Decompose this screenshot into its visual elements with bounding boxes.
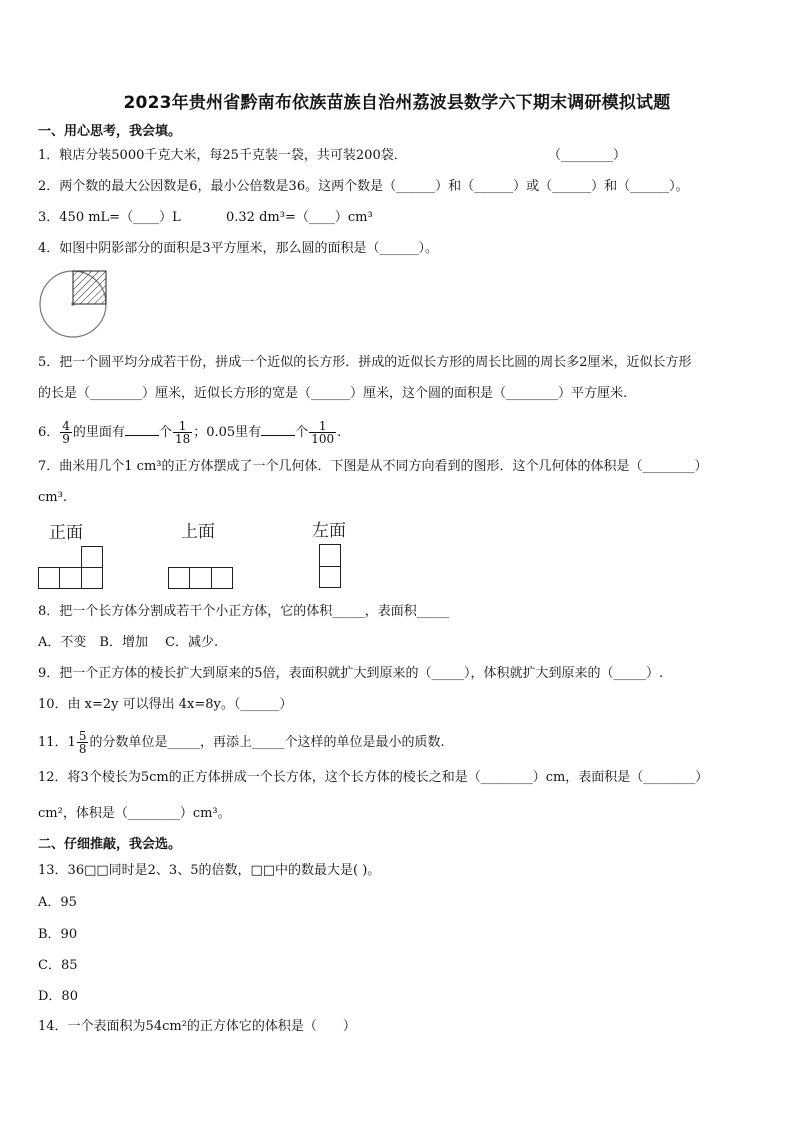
question-14: 14．一个表面积为54cm²的正方体它的体积是（ ） [38, 1019, 356, 1034]
question-10: 10．由 x=2y 可以得出 4x=8y。（______） [38, 697, 293, 712]
top-view-cube [189, 567, 212, 589]
view-label-left: 左面 [312, 521, 346, 541]
q11-prefix: 11．1 [38, 735, 76, 750]
top-view-cube [168, 567, 190, 589]
question-7-line1: 7．曲米用几个1 cm³的正方体摆成了一个几何体．下图是从不同方向看到的图形．这个几何体的体积是（________） [38, 459, 708, 474]
left-view-cube [319, 544, 341, 567]
question-13-option-c: C．85 [38, 958, 78, 973]
question-6 [38, 420, 341, 445]
question-5-line1: 5．把一个圆平均分成若干份，拼成一个近似的长方形．拼成的近似长方形的周长比圆的周长多2厘米，近似长方形 [38, 355, 692, 370]
question-12-line1: 12．将3个棱长为5cm的正方体拼成一个长方体，这个长方体的棱长之和是（________）cm，表面积是（________） [38, 770, 709, 785]
question-5-line2: 的长是（________）厘米，近似长方形的宽是（______）厘米，这个圆的面积是（________）平方厘米. [38, 386, 628, 401]
question-1-answer-blank: （________） [548, 148, 627, 163]
circle-shaded-figure [38, 268, 118, 340]
section-heading-1: 一、用心思考，我会填。 [38, 124, 182, 139]
q6-blank-2 [261, 423, 295, 436]
question-1 [38, 148, 407, 164]
question-4: 4．如图中阴影部分的面积是3平方厘米，那么圆的面积是（______）。 [38, 241, 439, 256]
q6-ge2: 个 [295, 425, 309, 440]
q6-end: . [337, 425, 342, 440]
question-2: 2．两个数的最大公因数是6，最小公倍数是36。这两个数是（______）和（______）或（______）和（______）。 [38, 179, 689, 194]
question-12-line2: cm²，体积是（________）cm³。 [38, 806, 231, 821]
question-8: 8．把一个长方体分割成若干个小正方体，它的体积_____，表面积_____ [38, 604, 450, 619]
question-8-options: A．不变 B．增加 C．减少. [38, 635, 219, 650]
fraction-1-18: $\frac{1}{18}$ [174, 419, 191, 446]
question-13: 13．36□□同时是2、3、5的倍数，□□中的数最大是( )。 [38, 863, 381, 878]
q6-mid1: 的里面有 [72, 425, 125, 440]
page-title: 2023年贵州省黔南布依族苗族自治州荔波县数学六下期末调研模拟试题 [123, 93, 671, 113]
top-view-cube [211, 567, 233, 589]
question-11 [38, 730, 445, 755]
front-view-cube [59, 567, 82, 589]
question-3b: 0.32 dm³=（____）cm³ [226, 210, 373, 225]
view-label-top: 上面 [181, 522, 215, 542]
section-heading-2: 二、仔细推敲，我会选。 [38, 837, 182, 852]
front-view-cube [81, 567, 103, 589]
fraction-1-100: $\frac{1}{100}$ [311, 419, 335, 446]
q6-prefix: 6． [38, 425, 60, 440]
question-9: 9．把一个正方体的棱长扩大到原来的5倍，表面积就扩大到原来的（_____），体积就扩大到原来的（_____）. [38, 666, 664, 681]
view-label-front: 正面 [49, 523, 83, 543]
q6-mid2: ；0.05里有 [193, 425, 262, 440]
question-3a: 3．450 mL=（____）L [38, 210, 181, 225]
q6-ge1: 个 [158, 425, 172, 440]
front-view-cube [38, 567, 60, 589]
fraction-5-8: $\frac{5}{8}$ [78, 729, 87, 756]
question-1-text: 1．粮店分装5000千克大米，每25千克装一袋，共可装200袋． [38, 148, 407, 163]
left-view-cube [319, 566, 341, 588]
q6-blank-1 [125, 423, 159, 436]
question-7-line2: cm³. [38, 490, 67, 505]
question-13-option-d: D．80 [38, 989, 78, 1004]
front-view-cube [81, 546, 103, 568]
question-13-option-a: A．95 [38, 895, 77, 910]
q11-text: 的分数单位是_____，再添上_____个这样的单位是最小的质数. [89, 735, 445, 750]
fraction-4-9: $\frac{4}{9}$ [62, 419, 70, 446]
question-13-option-b: B．90 [38, 927, 78, 942]
